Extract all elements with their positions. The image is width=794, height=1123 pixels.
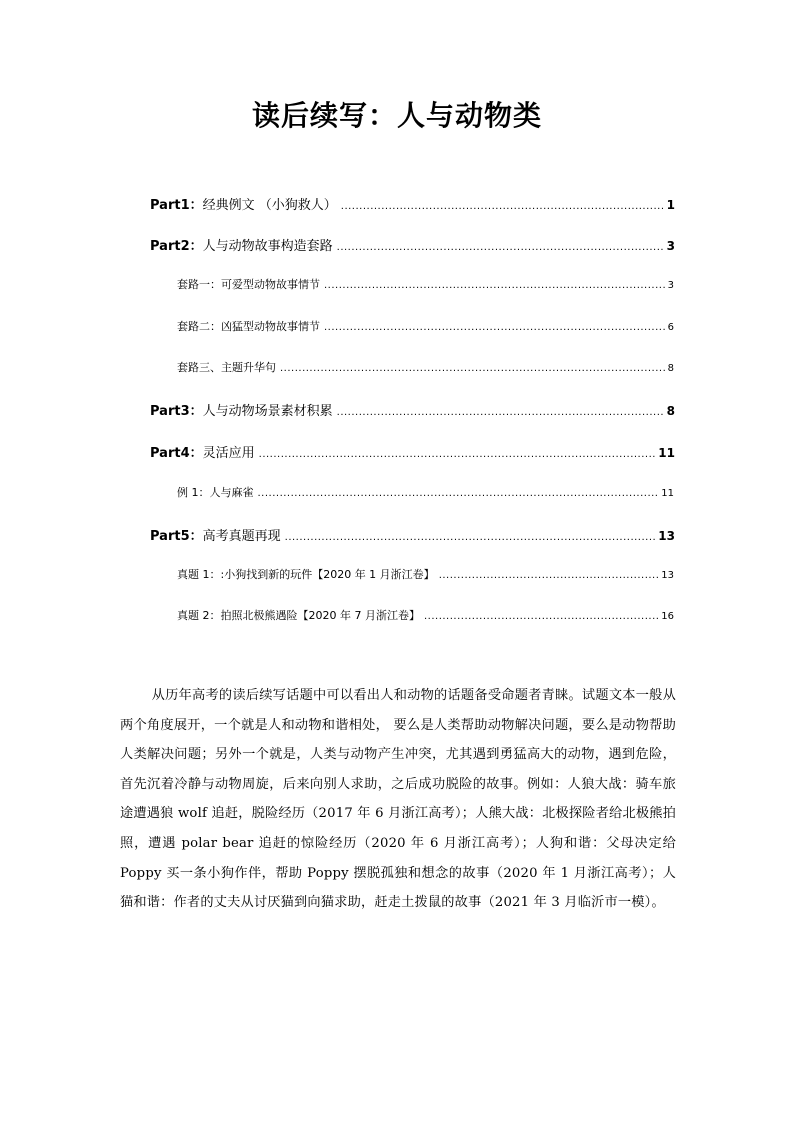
toc-label: 套路二：凶猛型动物故事情节 — [177, 320, 320, 333]
toc-leader-dots — [324, 280, 666, 291]
toc-page-number: 1 — [666, 198, 675, 212]
toc-page-number: 6 — [667, 322, 674, 333]
toc-leader-dots — [280, 363, 666, 374]
toc-label: Part3：人与动物场景素材积累 — [150, 404, 333, 419]
toc-label: 套路三、主题升华句 — [177, 361, 276, 374]
toc-entry-routine1[interactable] — [177, 276, 674, 292]
toc-leader-dots — [341, 201, 665, 212]
toc-leader-dots — [337, 407, 665, 418]
toc-page-number: 3 — [666, 239, 675, 253]
intro-paragraph-block — [120, 681, 676, 918]
toc-page-number: 8 — [666, 404, 675, 418]
toc-page-number: 13 — [661, 570, 674, 581]
document-title: 读后续写：人与动物类 — [251, 99, 542, 132]
toc-leader-dots — [424, 611, 659, 622]
toc-entry-example1[interactable] — [177, 484, 674, 500]
toc-label: Part1：经典例文 （小狗救人） — [150, 198, 337, 213]
intro-paragraph: 从历年高考的读后续写话题中可以看出人和动物的话题备受命题者青睐。试题文本一般从两个角度展开，一个就是人和动物和谐相处， 要么是人类帮助动物解决问题，要么是动物帮助人类解决问题；另外一个就是，人类与动物产生冲突，尤其遇到勇猛高大的动物，遇到危险，首先沉着冷静与动物周旋，后来向别人求助，之后成功脱险的故事。例如：人狼大战：骑车旅途遭遇狼 wolf 追赶，脱险经历（2017 年 6 月浙江高考）；人熊大战：北极探险者给北极熊拍照，遭遇 polar bear 追赶的惊险经历（2020 年 6 月浙江高考）；人狗和谐：父母决定给 Poppy 买一条小狗作伴，帮助 Poppy 摆脱孤独和想念的故事（2020 年 1 月浙江高考）；人猫和谐：作者的丈夫从讨厌猫到向猫求助，赶走土拨鼠的故事（2021 年 3 月临沂市一模）。 — [120, 688, 676, 911]
toc-leader-dots — [285, 532, 657, 543]
toc-label: 真题 1：:小狗找到新的玩件【2020 年 1 月浙江卷】 — [177, 568, 435, 581]
toc-leader-dots — [439, 570, 660, 581]
toc-entry-routine3[interactable] — [177, 359, 674, 375]
toc-label: Part2：人与动物故事构造套路 — [150, 239, 333, 254]
toc-page-number: 11 — [661, 488, 674, 499]
toc-label: 例 1：人与麻雀 — [177, 486, 254, 499]
toc-label: 套路一：可爱型动物故事情节 — [177, 278, 320, 291]
toc-label: Part4：灵活应用 — [150, 446, 255, 461]
toc-entry-part1[interactable] — [150, 194, 675, 213]
toc-entry-part5[interactable] — [150, 525, 675, 544]
toc-leader-dots — [258, 488, 660, 499]
toc-label: 真题 2：拍照北极熊遇险【2020 年 7 月浙江卷】 — [177, 609, 420, 622]
toc-entry-part4[interactable] — [150, 442, 675, 461]
toc-leader-dots — [259, 449, 657, 460]
toc-entry-routine2[interactable] — [177, 318, 674, 334]
toc-page-number: 3 — [667, 280, 674, 291]
toc-entry-exam2[interactable] — [177, 607, 674, 623]
toc-label: Part5：高考真题再现 — [150, 529, 281, 544]
toc-entry-part2[interactable] — [150, 235, 675, 254]
toc-page-number: 11 — [658, 446, 675, 460]
toc-entry-exam1[interactable] — [177, 566, 674, 582]
toc-leader-dots — [337, 242, 665, 253]
toc-page-number: 8 — [667, 363, 674, 374]
toc-entry-part3[interactable] — [150, 400, 675, 419]
toc-leader-dots — [324, 322, 666, 333]
toc-page-number: 16 — [661, 611, 674, 622]
toc-page-number: 13 — [658, 529, 675, 543]
